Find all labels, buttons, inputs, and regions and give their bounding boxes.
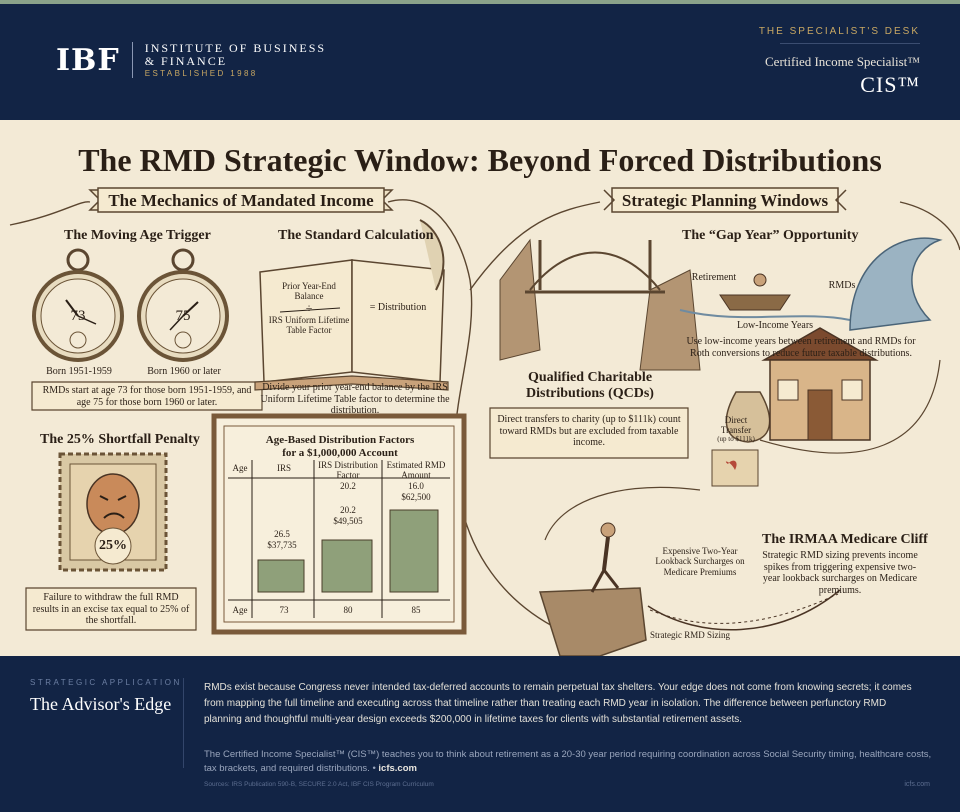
pocket-watch-73 <box>34 250 122 360</box>
footer-cis-link[interactable]: icfs.com <box>378 763 417 774</box>
footer-divider <box>183 678 184 768</box>
gap-label-low: Low-Income Years <box>736 320 814 331</box>
site-header <box>0 4 960 120</box>
age-trigger-heading: The Moving Age Trigger <box>64 228 211 243</box>
calc-numerator: Prior Year-End Balance <box>282 281 336 301</box>
calc-operator: ÷ <box>305 301 313 315</box>
bag-label2: Transfer <box>720 425 752 435</box>
irmaa-heading: The IRMAA Medicare Cliff <box>762 532 928 547</box>
penalty-stamp-value: 25% <box>99 538 127 553</box>
footer-sources: Sources: IRS Publication 590-B, SECURE 2.0 Act, IBF CIS Program Curriculum <box>204 781 434 788</box>
table-title-line2: for a $1,000,000 Account <box>282 447 398 459</box>
calculation-caption: Divide your prior year-end balance by the IRS Uniform Lifetime Table factor to determine the distribution. <box>260 382 450 416</box>
footer-cis-text <box>204 748 944 776</box>
footer-url[interactable]: icfs.com <box>904 781 930 788</box>
specialist-desk <box>759 26 920 98</box>
desk-label: THE SPECIALIST'S DESK <box>758 26 920 37</box>
calc-denominator: IRS Uniform Lifetime Table Factor <box>268 315 350 335</box>
qcd-heading: Qualified Charitable Distributions (QCDs) <box>526 370 654 401</box>
cert-name: Certified Income Specialist™ <box>765 54 920 69</box>
penalty-caption: Failure to withdraw the full RMD results in an excise tax equal to 25% of the shortfall. <box>32 592 190 626</box>
irmaa-caption: Strategic RMD sizing prevents income spikes from triggering expensive two-year lookback surcharges on Medicare premiums. <box>762 550 918 596</box>
table-col-amount: Estimated RMD Amount <box>386 460 446 480</box>
table-title-line1: Age-Based Distribution Factors <box>265 434 415 446</box>
infographic-poster <box>0 120 960 656</box>
poster-title: The RMD Strategic Window: Beyond Forced Distributions <box>78 142 882 178</box>
boat-and-wave <box>680 238 940 330</box>
gap-year-heading: The “Gap Year” Opportunity <box>682 228 859 243</box>
clock1-label: Born 1951-1959 <box>46 366 112 377</box>
footer-body: RMDs exist because Congress never intended tax-deferred accounts to remain perpetual tax shelters. Your edge does not come from knowing secrets; it comes from mapping the full timeline and executing across that timeline rather than treating each RMD year in isolation. The difference between perfunctory RMD planning and thoughtful multi-year design exceeds $200,000 in lifetime taxes for clients with substantial retirement assets. <box>204 682 912 725</box>
bag-label1: Direct <box>724 415 748 425</box>
desk-divider <box>780 43 920 44</box>
gap-year-caption: Use low-income years between retirement and RMDs for Roth conversions to reduce future taxable distributions. <box>686 336 916 359</box>
bag-label3: (up to $111k) <box>717 435 755 443</box>
gap-label-rmds: RMDs <box>828 280 856 291</box>
table-row1-factor: 26.5 <box>274 529 290 539</box>
table-footer-age1: 73 <box>279 605 289 615</box>
table-row3-factor: 16.0 <box>408 481 424 491</box>
cliff-label: Expensive Two-Year Lookback Surcharges on Medicare Premiums <box>655 546 745 577</box>
qcd-caption: Direct transfers to charity (up to $111k) count toward RMDs but are excluded from taxable income. <box>497 414 681 448</box>
logo-established: ESTABLISHED 1988 <box>144 69 258 79</box>
age-trigger-caption: RMDs start at age 73 for those born 1951-1959, and age 75 for those born 1960 or later. <box>42 385 252 408</box>
logo-name-line1: INSTITUTE OF BUSINESS <box>144 41 327 55</box>
penalty-heading: The 25% Shortfall Penalty <box>40 432 200 447</box>
calc-result: = Distribution <box>369 302 427 313</box>
right-section-banner: Strategic Planning Windows <box>621 191 829 210</box>
pocket-watch-75 <box>139 250 227 360</box>
table-col-age: Age <box>232 463 248 473</box>
table-row3-amount: $62,500 <box>401 492 431 502</box>
logo-divider <box>132 42 133 78</box>
footer-edge-title: The Advisor's Edge <box>30 694 172 714</box>
table-factor-top: 20.2 <box>340 481 356 491</box>
cert-abbr: CIS™ <box>860 72 920 97</box>
table-row2-amount: $49,505 <box>333 516 363 526</box>
gap-label-retirement: Retirement <box>691 272 737 283</box>
left-section-banner: The Mechanics of Mandated Income <box>108 191 374 210</box>
ibf-logo[interactable] <box>56 42 326 79</box>
logo-name-line2: & FINANCE <box>144 53 228 68</box>
bridge-illustration <box>500 240 700 370</box>
footer-cis-body: The Certified Income Specialist™ (CIS™) teaches you to think about retirement as a 20-30 year period requiring coordination across Social Security timing, healthcare costs, tax brackets, and required distributions. • <box>204 749 932 774</box>
table-col-irs: IRS <box>276 463 291 473</box>
net-label: Strategic RMD Sizing <box>650 630 730 640</box>
advisor-edge-footer <box>0 656 960 812</box>
table-footer-age3: 85 <box>411 605 421 615</box>
logo-mark: IBF <box>56 42 120 78</box>
clock1-value: 73 <box>70 308 86 324</box>
calculation-heading: The Standard Calculation <box>278 228 434 243</box>
table-row1-amount: $37,735 <box>267 540 297 550</box>
logo-text <box>145 42 326 79</box>
footer-label: STRATEGIC APPLICATION <box>30 678 182 687</box>
table-row2-factor: 20.2 <box>340 505 356 515</box>
clock2-label: Born 1960 or later <box>147 366 221 377</box>
table-footer-age2: 80 <box>343 605 353 615</box>
table-footer-age: Age <box>232 605 248 615</box>
table-col-factor: IRS Distribution Factor <box>318 460 378 480</box>
clock2-value: 75 <box>175 308 191 324</box>
